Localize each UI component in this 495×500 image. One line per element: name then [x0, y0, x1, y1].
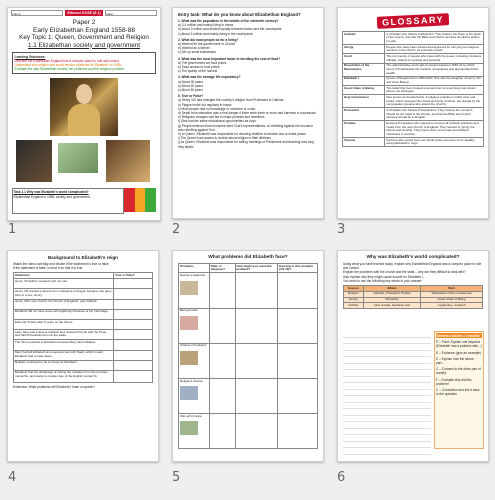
problems-table: Problems State or religious? How might you solve the problem? How big is this problem (1/5 10)? Having a weak law Being female Chance of husband Religious division War with France — [178, 263, 318, 449]
exam-badge: Edexcel GCSE (9-1) — [65, 10, 103, 16]
tip-item: C – Connect to the other part of society — [436, 367, 481, 376]
table-row: Henry VII (father) created myth net rule. — [14, 279, 153, 289]
era-title: Early Elizabethan England 1558-88 — [33, 26, 135, 34]
thumbnail-number: 4 — [8, 470, 17, 485]
answer-cell[interactable] — [235, 273, 278, 308]
table-row: Religious division — [179, 378, 318, 413]
tip-item: C – Conclusion and link it back to the question — [436, 388, 480, 397]
table-row: Religion continued to be an issue for Elizabeth. — [14, 360, 153, 370]
date-label: Date: — [105, 10, 157, 16]
table-row: Henry VIII's new church, the Church of England, was Catholic. — [14, 299, 153, 309]
glossary-table: Catholic A Christian who follows Catholicism. They believe the Pope is the head of the church, and that the Bible and church services should be written in Latin. Clergy People who have been trained and approved for carrying out religious services in the church, for example priests. Court The community of people who travel with the queen, including ministers, officials, visitors to meeting and servants. Dissolution of the Monasteries The administrative and legal processes between 1536-41 by which Henry VIII disbanded the Catholic monasteries and appropriated their wealth. Elizabeth I Queen of England from 1558-1603. She was the daughter of Henry VIII and Anne Boleyn. Great Chain of Being The belief that God created a social order for everybody and shows where you belonged. Holy Communion Also known as the Eucharist. A religious practice in which wine and bread, which represent the blood and body of Christ, are shared by the congregation (people who attend the church). Protestant A Christian who follows Protestantism. They believe the monarch should be the head of the church, and that the Bible and church services should be in English. Puritans Extreme Protestants who wanted to remove all Catholic practices and rituals from the new Church of England. They wanted to 'purify' the church and worship. They had a strict moral code and disliked showiness in worship. Tenants Farmers who rented their own lands under someone more wealthy during Elizabeth's reign. — [344, 31, 483, 146]
tip-item: E – Explain how the above part... — [436, 356, 474, 366]
answer-cell[interactable] — [235, 343, 278, 378]
table-row: The throne passed to Elizabeth because Mary died childless. — [14, 340, 153, 350]
table-row: Elizabeth had the advantage of raising the mistakes from the previous monarchs, and started a Golden Age of the English monarchy. — [14, 370, 153, 382]
outcomes-title: Learning Outcomes: — [14, 54, 46, 59]
illustration — [180, 421, 198, 435]
answer-cell[interactable] — [209, 308, 235, 343]
thumbnail-number: 5 — [172, 470, 181, 485]
thumbnail-number: 3 — [337, 222, 346, 237]
table-row: Elizabeth did not have issue with legitimacy because of her parentage. — [14, 309, 153, 319]
bullet: Also explain why they might cause trouble for Elizabeth I. — [343, 274, 424, 279]
thumbnail-page-5[interactable] — [172, 250, 324, 462]
table-row: Having a weak law — [179, 273, 318, 308]
keywords-table: Excess Ethnic Rich Religion Catholic, Protestant, Puritan Dissolution of the monasteries Gentry Monarchy Great Chain of Being Nobility Heir, female, husband, war Legitimacy, monarch — [343, 285, 483, 309]
illustration — [180, 281, 198, 295]
answer-cell[interactable] — [114, 350, 153, 360]
question: 4. What was the average life expectancy? a) About 30 years b) About 40 years c) About 50 years — [178, 75, 241, 93]
paper-title: Paper 2 — [72, 19, 96, 26]
thumbnail-page-1[interactable] — [7, 7, 161, 221]
tip-item: E – Evidence (give an example) — [436, 350, 482, 355]
name-label: Name: — [11, 10, 63, 16]
answer-cell[interactable] — [209, 378, 235, 413]
table-row: Lady Jane was a devout Catholic and restored the link with the Pope, and had Protestants burnt at the stake. — [14, 330, 153, 340]
thumbnail-number: 1 — [8, 222, 17, 237]
question: 1. What was the population in the middle of the sixteenth century? a) 3-4 million and mainly living in towns b) About 3 million and divided equally between towns and the countryside c) About 3 million and mainly living in the countryside — [178, 19, 282, 36]
question: 5. True or False? a) Henry VIII had changed the country's religion from Protestant to Catholic b) Plague broke out regularly in towns c) Most people had no knowledge of medicine or cures d) Death from starvation was a real danger if there were three or more bad harvests in succession e) Religious changes had led to major protests and rebellions f) Girls had the same educational opportunities as boys g) People believed that monarchs were God's representatives, so rebelling against the monarch was rebelling against God h) In Queen, Elizabeth was responsible for deciding whether to declare war or make peace i) The Queen had powers to decide about religion in their lifetimes j) As Queen, Elizabeth was responsible for calling meetings of Parliament and deciding how long they lasted — [178, 94, 317, 149]
lesson-subtitle: 1.1 Elizabethan society and government — [27, 41, 141, 49]
answer-cell[interactable] — [278, 378, 318, 413]
answer-cell[interactable] — [235, 414, 278, 449]
illustration — [180, 316, 198, 330]
thumbnail-number: 6 — [337, 470, 346, 485]
answer-lines[interactable] — [343, 331, 431, 456]
answer-cell[interactable] — [278, 308, 318, 343]
task-title: Task 1.1 Why was Elizabeth's world complicated? — [13, 189, 89, 194]
tips-box — [434, 331, 484, 449]
rag-rating — [124, 188, 156, 212]
elizabeth-portrait — [50, 78, 118, 136]
complicated-heading: Why was Elizabeth's world complicated? — [366, 255, 460, 260]
table-row: Mary had left Elizabeth an expensive war with Spain, which meant Elizabeth had to raise taxes. — [14, 350, 153, 360]
answer-cell[interactable] — [114, 309, 153, 319]
tips-title: Sentence starters / checklist — [436, 333, 482, 338]
tip-item: P – Point: Explain one keyword (Elizabeth had a problem with...) — [436, 340, 482, 349]
answer-cell[interactable] — [278, 414, 318, 449]
answer-cell[interactable] — [114, 360, 153, 370]
question: 2. What did most people do for a living? a) Worked for the government or Church b) Worked as a farmer c) Set up small businesses — [178, 37, 239, 55]
table-row: Chance of husband — [179, 343, 318, 378]
answer-cell[interactable] — [278, 343, 318, 378]
thumbnail-number: 2 — [172, 222, 181, 237]
answer-cell[interactable] — [114, 340, 153, 350]
thumbnail-page-4[interactable] — [7, 250, 159, 462]
answer-cell[interactable] — [114, 319, 153, 329]
answer-cell[interactable] — [209, 414, 235, 449]
answer-cell[interactable] — [114, 370, 153, 382]
thumbnail-page-6[interactable] — [337, 250, 489, 462]
topic-title: Key Topic 1: Queen, Government and Religion — [19, 34, 149, 41]
problems-heading: What problems did Elizabeth face? — [208, 255, 288, 260]
illustration — [180, 351, 198, 365]
instruction: If the statement is false, correct it so that it is true. — [13, 266, 84, 271]
statements-table: Statement True or false? Henry VII (father) created myth net rule. Henry VIII wanted a divorce from Catherine of Aragon because she gave birth to a son, Henry. Henry VIII's new church, the Church of England, was Catholic. Elizabeth did not have issue with legitimacy because of her parentage. Edmund VI died after 6 years on the throne. Lady Jane was a devout Catholic and restored the link with the Pope, and had Protestants burnt at the stake. The throne passed to Elizabeth because Mary died childless. Mary had left Elizabeth an expensive war with Spain, which meant Elizabeth had to raise taxes. Religion continued to be an issue for Elizabeth. Elizabeth had the advantage of raising the mistakes from the previous monarchs, and started a Golden Age of the English monarchy. — [13, 272, 153, 383]
bullet: Explain the problems with the church and the state – why are they difficult to deal with? — [343, 270, 466, 275]
thumbnail-page-3[interactable] — [337, 7, 489, 219]
entry-task-heading: Entry task: What do you know about Elizabethan England? — [178, 12, 301, 17]
table-row: Edmund VI died after 6 years on the throne. — [14, 319, 153, 329]
table-row: Henry VIII wanted a divorce from Catherine of Aragon because she gave birth to a son, Henry. — [14, 289, 153, 299]
table-row: Being female — [179, 308, 318, 343]
bullet: You need to use the following key words in your answer: — [343, 278, 423, 283]
answer-cell[interactable] — [278, 273, 318, 308]
answer-cell[interactable] — [235, 308, 278, 343]
bullet: Using what you have learned today, explain why Elizabethan England was a complex place to rule and control. — [343, 262, 482, 271]
background-heading: Background to Elizabeth's reign — [47, 255, 118, 260]
learning-outcomes — [12, 52, 156, 74]
answer-cell[interactable] — [209, 343, 235, 378]
tudor-portrait — [16, 140, 52, 182]
answer-cell[interactable] — [209, 273, 235, 308]
answer-cell[interactable] — [235, 378, 278, 413]
outcome-item: Evaluate the way Elizabethan society, her problems and the religious problem. — [14, 67, 125, 72]
answer-cell[interactable] — [114, 289, 153, 299]
glossary-banner: GLOSSARY — [342, 11, 484, 29]
instruction: Watch the video carefully and decide if the statement is true or false. — [13, 262, 110, 266]
illustration — [180, 386, 198, 400]
answer-cell[interactable] — [114, 279, 153, 289]
answer-cell[interactable] — [114, 330, 153, 340]
answer-cell[interactable] — [114, 299, 153, 309]
map-illustration — [58, 143, 98, 173]
task-line: Elizabethan England in 1558: society and government — [13, 194, 90, 199]
outcome-item: Describe the Elizabethan England into a complex place to rule and control. — [14, 58, 120, 63]
question: 3. What was the most important factor in deciding the cost of food? a) The government set food prices b) Easy access to food prices c) The quality of the harvest — [178, 56, 281, 74]
portrait-small — [106, 140, 150, 182]
thumbnail-page-2[interactable] — [172, 7, 324, 219]
task-box — [12, 188, 124, 214]
table-row: War with France — [179, 414, 318, 449]
outcome-item: Understand why religion and social tension problems for Elizabeth I in 1558. — [14, 62, 122, 67]
tip-item: F – Evaluate why did this problem? — [436, 377, 472, 386]
extension-task: Extension: What problems will Elizabeth I have on queen? — [13, 385, 96, 390]
